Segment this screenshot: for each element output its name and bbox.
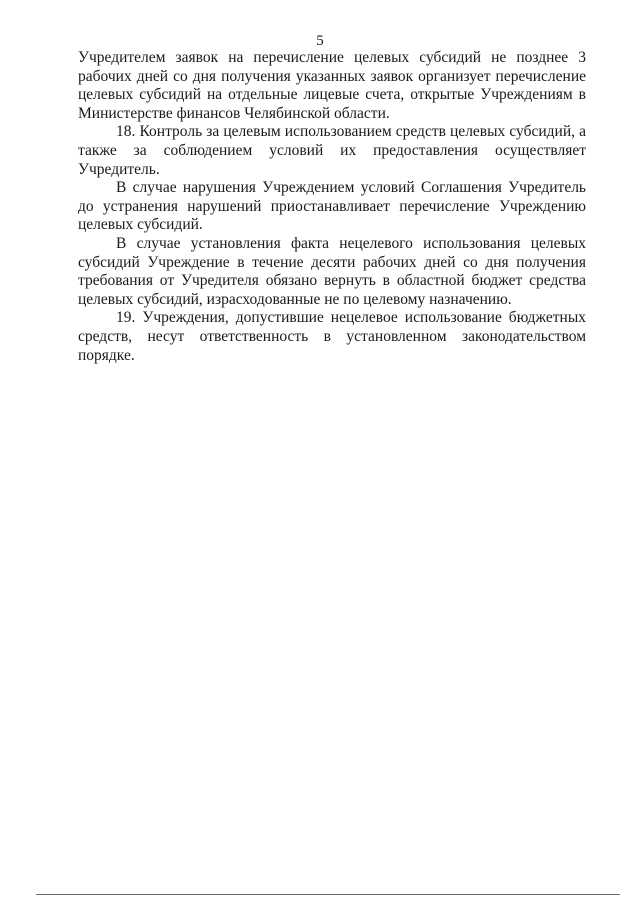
paragraph-item-18: 18. Контроль за целевым использованием средств целевых субсидий, а также за соблюдением условий их предоставления осуществляет Учредитель. [78, 123, 586, 178]
page-number: 5 [316, 33, 324, 49]
paragraph-agreement-violation: В случае нарушения Учреждением условий Соглашения Учредитель до устранения нарушений приостанавливает перечисление Учреждению целевых субсидий. [78, 179, 586, 234]
document-body [78, 49, 586, 365]
bottom-scan-line [36, 894, 620, 895]
paragraph-continuation: Учредителем заявок на перечисление целевых субсидий не позднее 3 рабочих дней со дня получения указанных заявок организует перечисление целевых субсидий на отдельные лицевые счета, открытые Учреждениям в Министерстве финансов Челябинской области. [78, 49, 586, 122]
paragraph-misuse-refund: В случае установления факта нецелевого использования целевых субсидий Учреждение в течение десяти рабочих дней со дня получения требования от Учредителя обязано вернуть в областной бюджет средства целевых субсидий, израсходованные не по целевому назначению. [78, 234, 586, 308]
paragraph-item-19: 19. Учреждения, допустившие нецелевое использование бюджетных средств, несут ответственность в установленном законодательством порядке. [78, 309, 586, 364]
